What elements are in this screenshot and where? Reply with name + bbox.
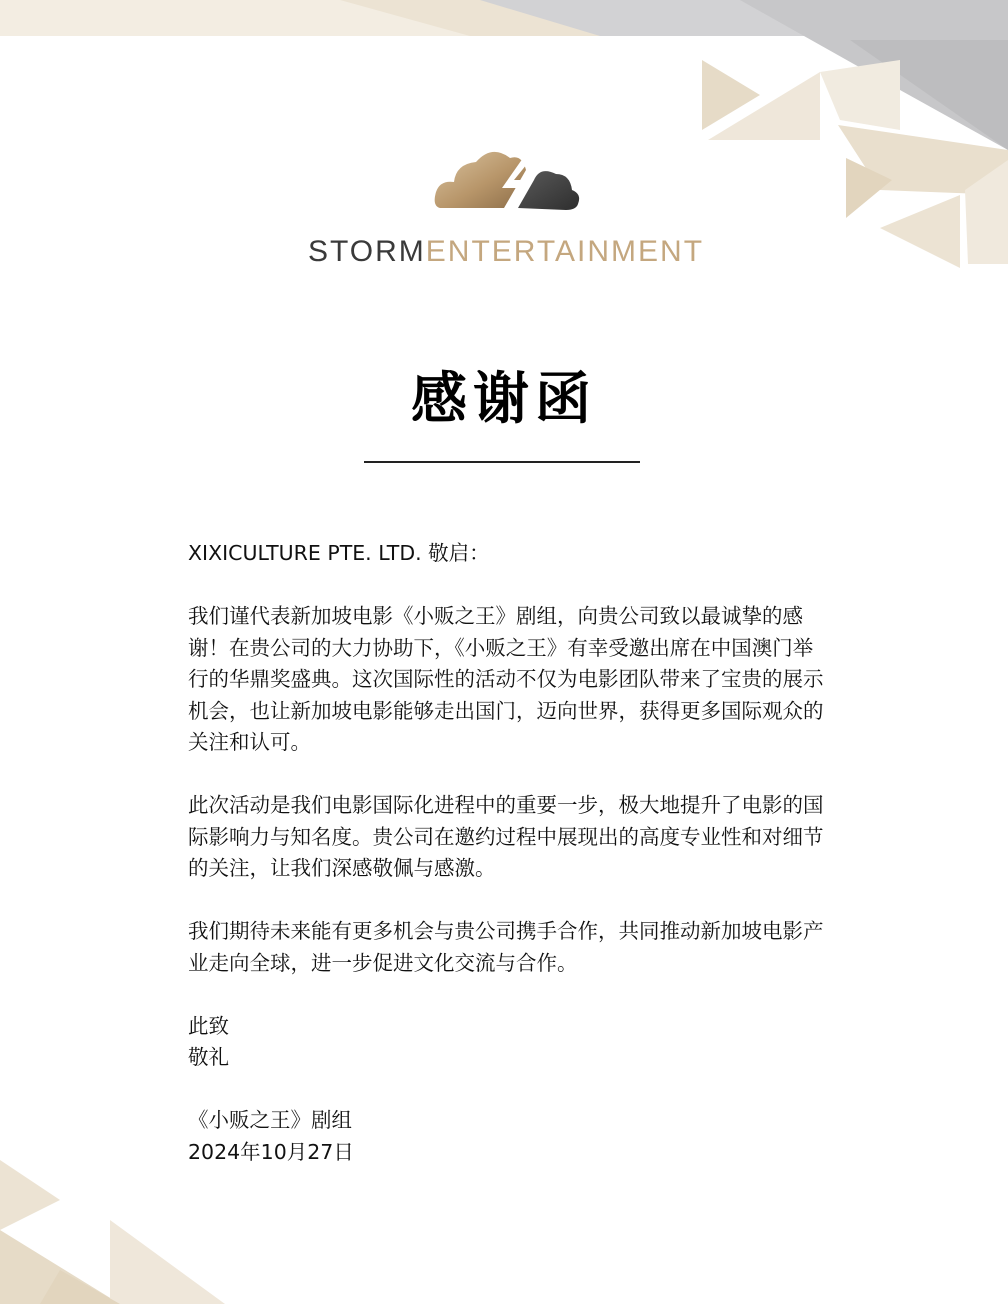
storm-cloud-icon <box>430 140 580 240</box>
closing-line-1: 此致 <box>188 1013 229 1038</box>
signature: 《小贩之王》剧组 <box>188 1108 352 1132</box>
letter-date: 2024年10月27日 <box>188 1139 354 1164</box>
brand-name-entertainment: ENTERTAINMENT <box>425 235 705 268</box>
title-underline <box>364 461 640 463</box>
letter-title: 感谢函 <box>411 367 597 432</box>
closing-line-2: 敬礼 <box>188 1045 229 1069</box>
paragraph-3: 我们期待未来能有更多机会与贵公司携手合作，共同推动新加坡电影产业走向全球，进一步促进文化交流与合作。 <box>188 919 824 975</box>
brand-logo <box>300 140 710 280</box>
letter-body <box>188 538 828 1168</box>
paragraph-2: 此次活动是我们电影国际化进程中的重要一步，极大地提升了电影的国际影响力与知名度。贵公司在邀约过程中展现出的高度专业性和对细节的关注，让我们深感敬佩与感激。 <box>188 793 824 880</box>
brand-wordmark <box>308 232 704 272</box>
brand-name-storm: STORM <box>308 235 426 268</box>
paragraph-1: 我们谨代表新加坡电影《小贩之王》剧组，向贵公司致以最诚挚的感谢！在贵公司的大力协助下，《小贩之王》有幸受邀出席在中国澳门举行的华鼎奖盛典。这次国际性的活动不仅为电影团队带来了宝贵的展示机会，也让新加坡电影能够走出国门，迈向世界，获得更多国际观众的关注和认可。 <box>188 604 824 754</box>
salutation: XIXICULTURE PTE. LTD. 敬启： <box>188 541 490 565</box>
